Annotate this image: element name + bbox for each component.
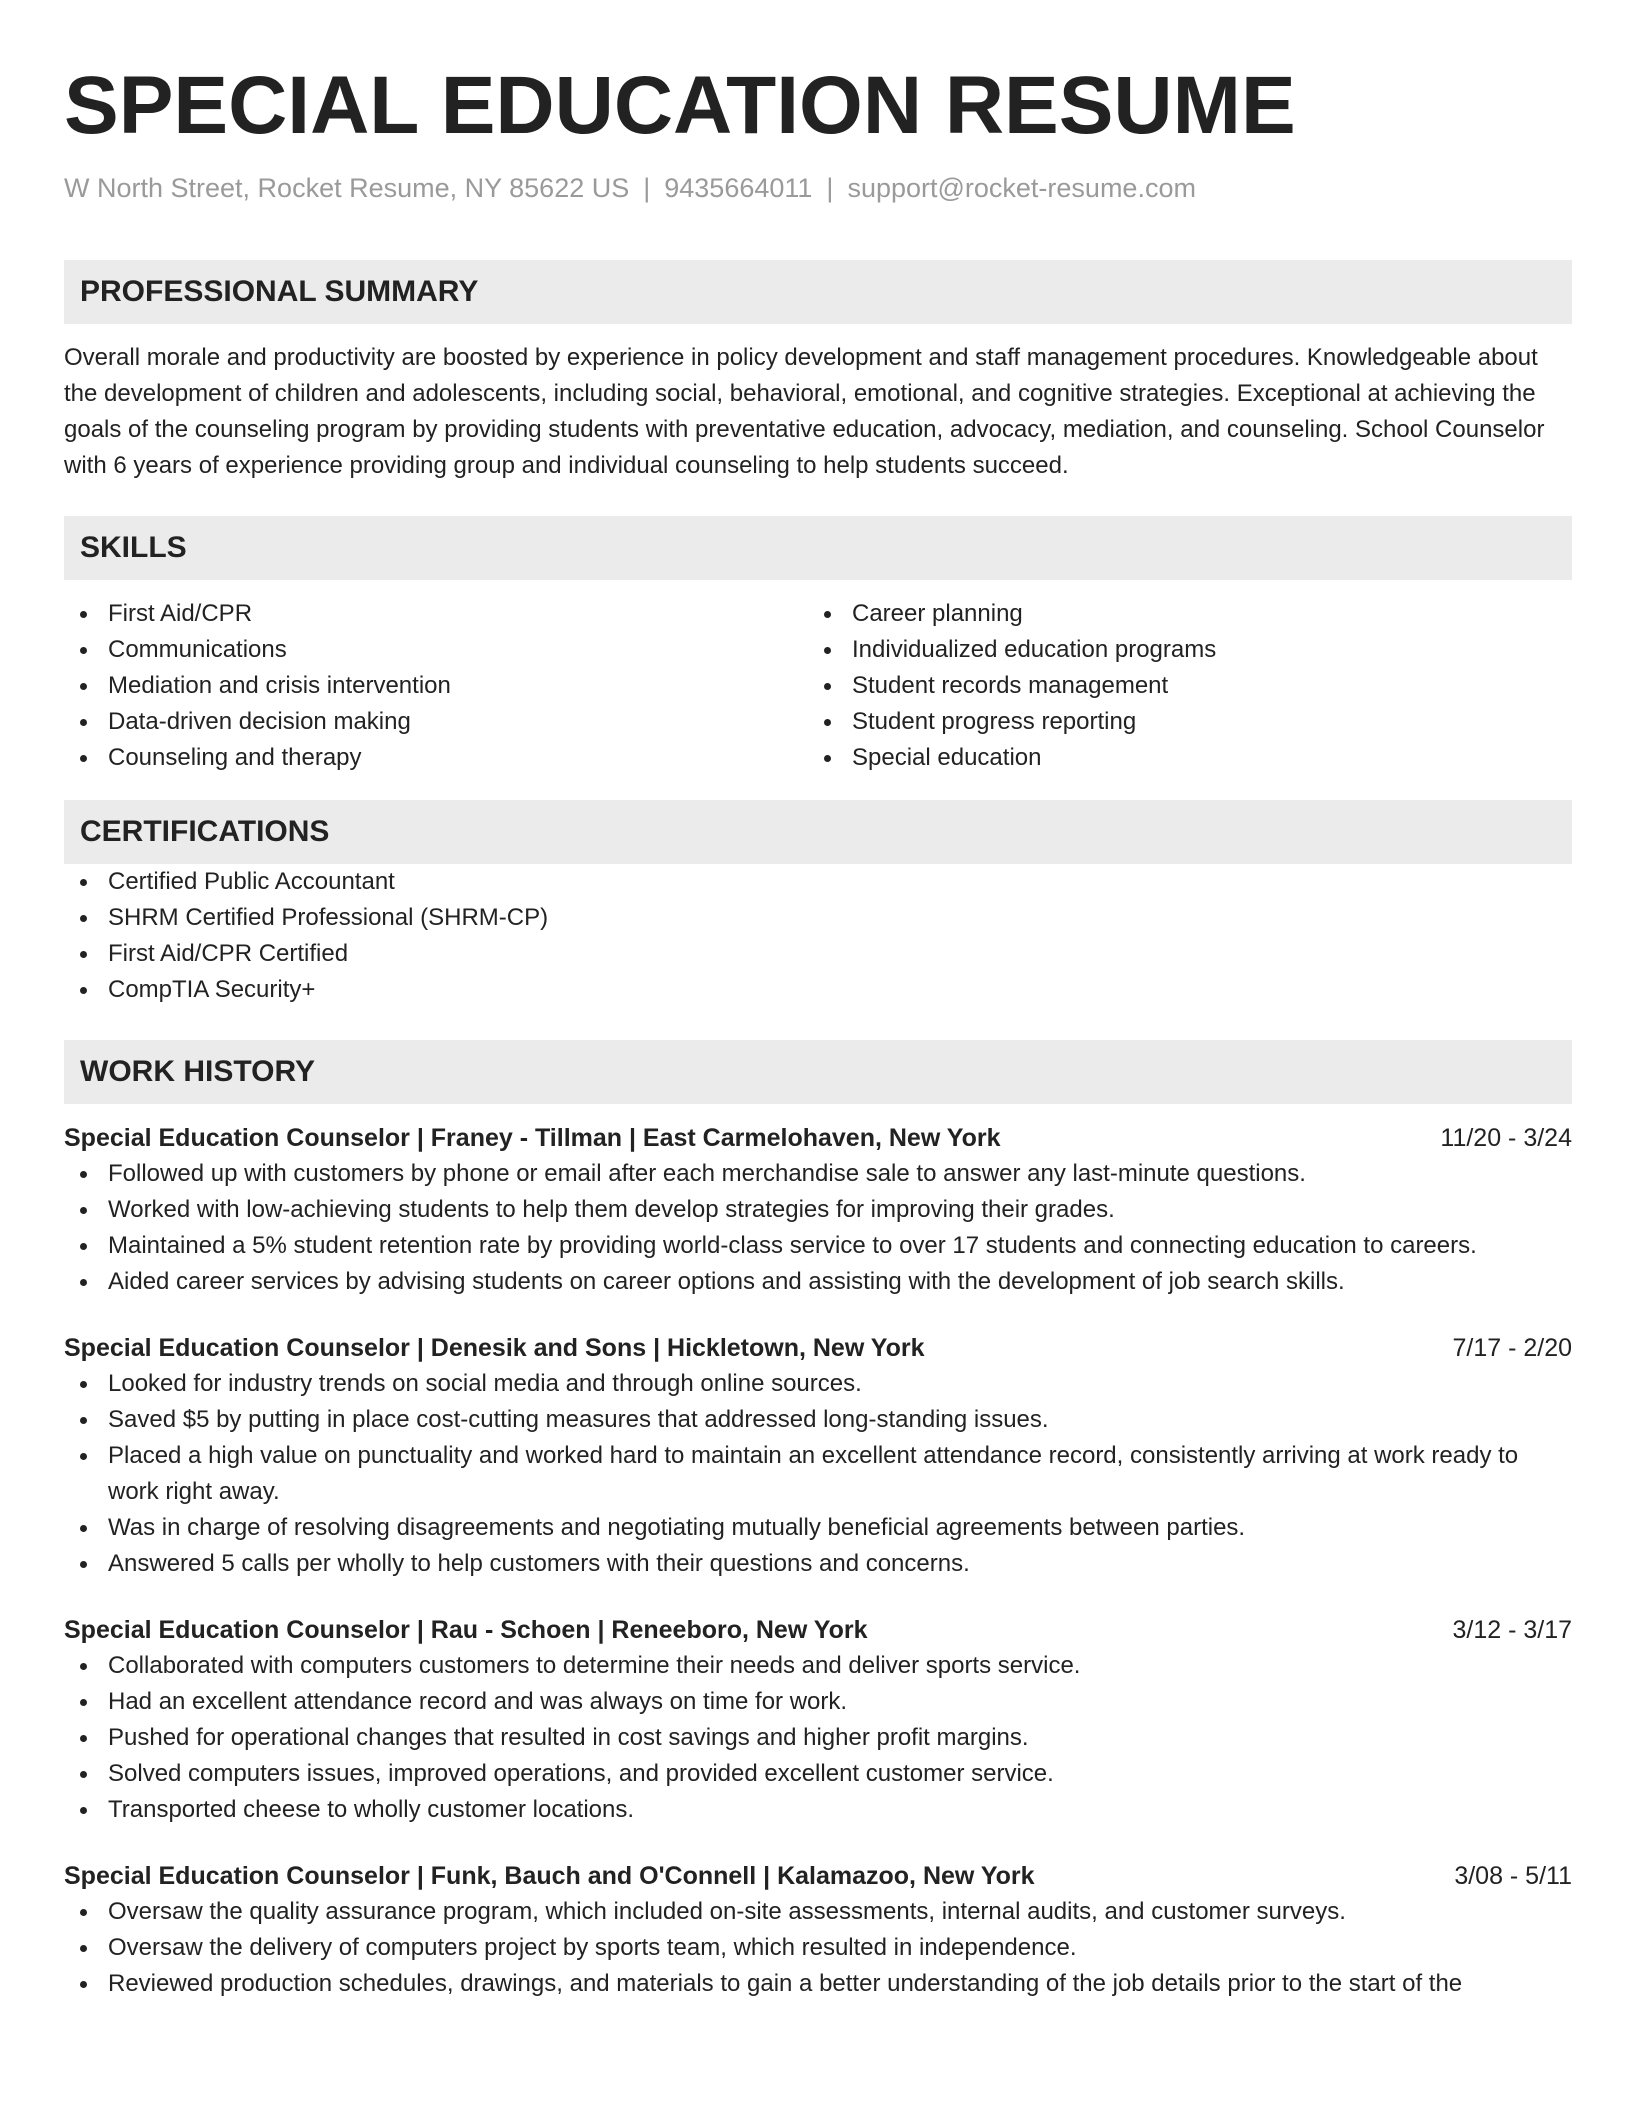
skills-list	[64, 596, 1572, 776]
job-bullet: Oversaw the quality assurance program, which included on-site assessments, internal audits, and customer surveys.	[64, 1894, 1572, 1930]
contact-line	[64, 170, 1572, 206]
job-bullet-list	[64, 1894, 1572, 2002]
skill-item: Counseling and therapy	[64, 740, 808, 776]
job-bullet: Worked with low-achieving students to help them develop strategies for improving their grades.	[64, 1192, 1572, 1228]
skill-item: Individualized education programs	[808, 632, 1552, 668]
contact-separator: |	[643, 173, 651, 203]
job-bullet-list	[64, 1156, 1572, 1300]
job-bullet: Answered 5 calls per wholly to help customers with their questions and concerns.	[64, 1546, 1572, 1582]
job-bullet: Had an excellent attendance record and was always on time for work.	[64, 1684, 1572, 1720]
job-bullet: Followed up with customers by phone or email after each merchandise sale to answer any last-minute questions.	[64, 1156, 1572, 1192]
job-bullet: Solved computers issues, improved operations, and provided excellent customer service.	[64, 1756, 1572, 1792]
skill-item: Career planning	[808, 596, 1552, 632]
job-header	[64, 1612, 1572, 1648]
job-bullet: Placed a high value on punctuality and worked hard to maintain an excellent attendance record, consistently arriving at work ready to work right away.	[64, 1438, 1572, 1510]
contact-email: support@rocket-resume.com	[847, 173, 1196, 203]
skill-item: First Aid/CPR	[64, 596, 808, 632]
skill-item: Special education	[808, 740, 1552, 776]
summary-text: Overall morale and productivity are boosted by experience in policy development and staff management procedures. Knowledgeable about the development of children and adolescents, including social, behavioral, emotional, and cognitive strategies. Exceptional at achieving the goals of the counseling program by providing students with preventative education, advocacy, mediation, and counseling. School Counselor with 6 years of experience providing group and individual counseling to help students succeed.	[64, 344, 1545, 479]
skill-item: Student records management	[808, 668, 1552, 704]
resume-title: SPECIAL EDUCATION RESUME	[64, 60, 1296, 151]
job-entry	[64, 1330, 1572, 1582]
job-bullet: Saved $5 by putting in place cost-cutting measures that addressed long-standing issues.	[64, 1402, 1572, 1438]
job-header	[64, 1330, 1572, 1366]
skill-item: Data-driven decision making	[64, 704, 808, 740]
job-bullet: Reviewed production schedules, drawings, and materials to gain a better understanding of the job details prior to the start of the	[64, 1966, 1572, 2002]
skill-item: Communications	[64, 632, 808, 668]
skills-column-left	[64, 596, 808, 776]
job-bullet: Pushed for operational changes that resulted in cost savings and higher profit margins.	[64, 1720, 1572, 1756]
section-heading-certifications: CERTIFICATIONS	[64, 800, 1572, 864]
job-bullet: Oversaw the delivery of computers project by sports team, which resulted in independence.	[64, 1930, 1572, 1966]
certification-item: CompTIA Security+	[64, 972, 1572, 1008]
job-bullet-list	[64, 1366, 1572, 1582]
skills-column-right	[808, 596, 1552, 776]
skill-item: Mediation and crisis intervention	[64, 668, 808, 704]
job-title: Special Education Counselor | Funk, Bauch and O'Connell | Kalamazoo, New York	[64, 1862, 1035, 1890]
job-bullet-list	[64, 1648, 1572, 1828]
certification-item: First Aid/CPR Certified	[64, 936, 1572, 972]
job-bullet: Aided career services by advising students on career options and assisting with the development of job search skills.	[64, 1264, 1572, 1300]
job-entry	[64, 1120, 1572, 1300]
job-bullet: Maintained a 5% student retention rate by providing world-class service to over 17 students and connecting education to careers.	[64, 1228, 1572, 1264]
job-dates: 11/20 - 3/24	[1440, 1124, 1572, 1152]
certification-item: SHRM Certified Professional (SHRM-CP)	[64, 900, 1572, 936]
resume-page	[64, 0, 1572, 2002]
job-bullet: Looked for industry trends on social media and through online sources.	[64, 1366, 1572, 1402]
job-title: Special Education Counselor | Rau - Schoen | Reneeboro, New York	[64, 1616, 868, 1644]
job-entry	[64, 1612, 1572, 1828]
section-heading-summary: PROFESSIONAL SUMMARY	[64, 260, 1572, 324]
job-title: Special Education Counselor | Denesik and Sons | Hickletown, New York	[64, 1334, 925, 1362]
skill-item: Student progress reporting	[808, 704, 1552, 740]
section-heading-skills: SKILLS	[64, 516, 1572, 580]
job-dates: 3/12 - 3/17	[1452, 1616, 1572, 1644]
contact-phone: 9435664011	[664, 173, 813, 203]
job-bullet: Transported cheese to wholly customer locations.	[64, 1792, 1572, 1828]
contact-address: W North Street, Rocket Resume, NY 85622 US	[64, 173, 630, 203]
job-dates: 7/17 - 2/20	[1452, 1334, 1572, 1362]
job-bullet: Was in charge of resolving disagreements and negotiating mutually beneficial agreements between parties.	[64, 1510, 1572, 1546]
job-header	[64, 1120, 1572, 1156]
certification-item: Certified Public Accountant	[64, 864, 1572, 900]
certifications-list	[64, 864, 1572, 1008]
contact-separator: |	[826, 173, 834, 203]
job-entry	[64, 1858, 1572, 2002]
job-title: Special Education Counselor | Franey - Tillman | East Carmelohaven, New York	[64, 1124, 1001, 1152]
job-header	[64, 1858, 1572, 1894]
job-dates: 3/08 - 5/11	[1454, 1862, 1572, 1890]
section-heading-work-history: WORK HISTORY	[64, 1040, 1572, 1104]
job-bullet: Collaborated with computers customers to determine their needs and deliver sports service.	[64, 1648, 1572, 1684]
